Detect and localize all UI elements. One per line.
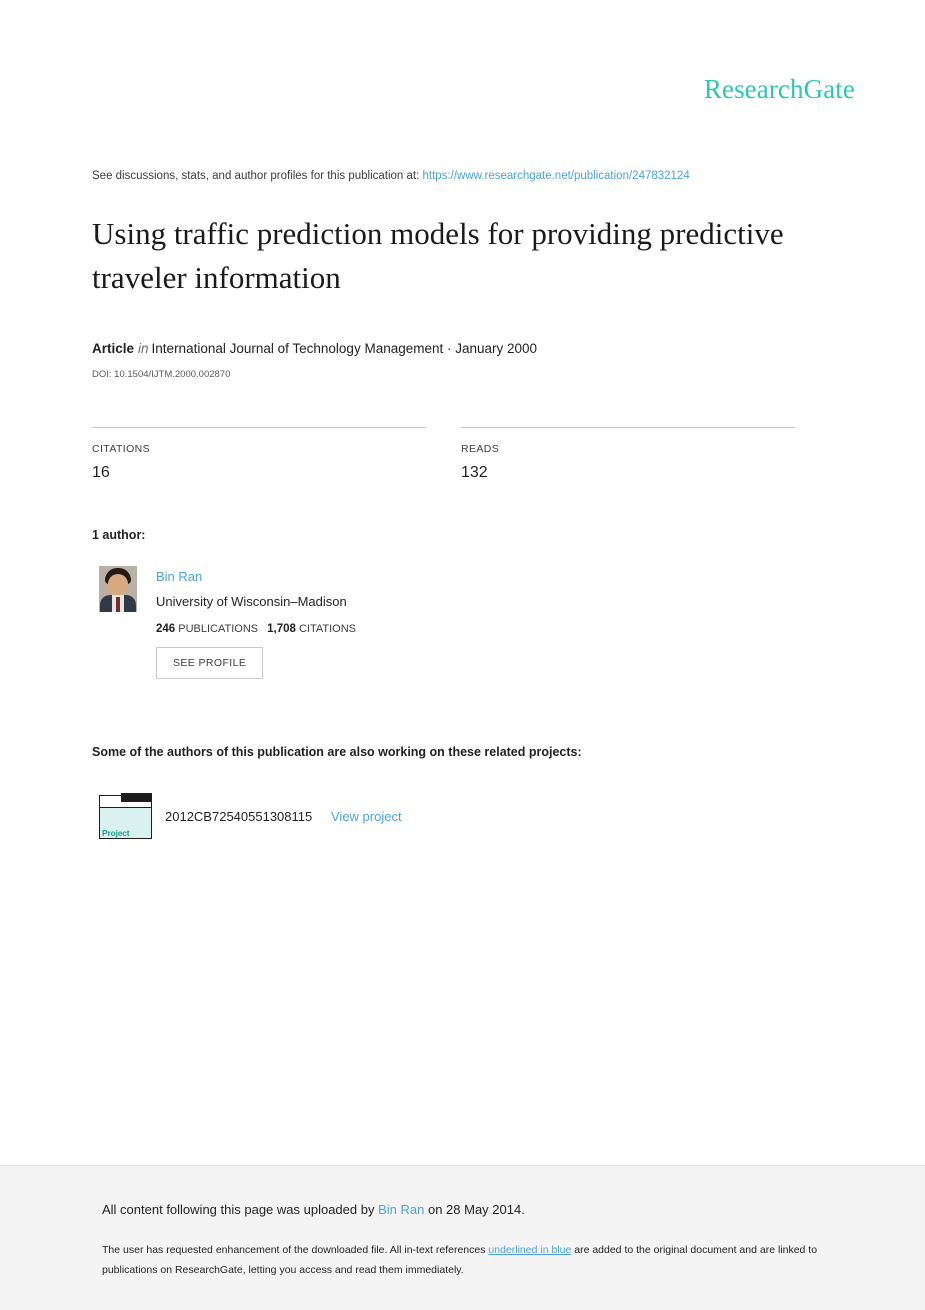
author-publications-label: PUBLICATIONS — [178, 623, 259, 635]
stat-divider — [92, 427, 426, 428]
discussions-text: See discussions, stats, and author profiles for this publication at: — [92, 170, 420, 182]
stat-citations-value: 16 — [92, 464, 110, 481]
folder-tab — [121, 793, 152, 802]
footer-upload-prefix: All content following this page was uploaded by — [102, 1202, 375, 1217]
footer-upload-suffix: on 28 May 2014. — [427, 1202, 525, 1217]
author-affiliation: University of Wisconsin–Madison — [156, 594, 347, 609]
view-project-link[interactable]: View project — [331, 809, 402, 824]
author-stats — [156, 623, 356, 635]
stat-reads-label: READS — [461, 443, 500, 455]
avatar-tie — [116, 597, 120, 612]
page-title: Using traffic prediction models for providing predictive traveler information — [92, 216, 784, 295]
stat-citations-label: CITATIONS — [92, 443, 151, 455]
avatar[interactable] — [99, 566, 137, 612]
projects-heading: Some of the authors of this publication are also working on these related projects: — [92, 745, 582, 759]
footer-upload-line — [102, 1202, 525, 1217]
researchgate-logo: ResearchGate — [703, 74, 855, 104]
see-profile-button[interactable]: SEE PROFILE — [156, 647, 263, 679]
doi-text: DOI: 10.1504/IJTM.2000.002870 — [92, 369, 231, 380]
footer-author-link[interactable]: Bin Ran — [378, 1202, 425, 1217]
author-publications-count: 246 — [156, 623, 176, 635]
footer-note-link[interactable]: underlined in blue — [488, 1244, 572, 1256]
article-venue: International Journal of Technology Management · January 2000 — [151, 341, 538, 356]
folder-label: Project — [102, 828, 130, 838]
stat-citations — [92, 427, 426, 482]
author-name-link[interactable]: Bin Ran — [156, 569, 203, 584]
stat-divider — [461, 427, 795, 428]
authors-heading: 1 author: — [92, 528, 146, 542]
list-item — [99, 793, 799, 839]
folder-icon — [99, 793, 152, 839]
stat-reads — [461, 427, 795, 482]
footer — [0, 1165, 925, 1310]
article-type-label: Article — [92, 341, 135, 356]
project-name: 2012CB72540551308115 — [165, 809, 313, 824]
author-citations-count: 1,708 — [267, 623, 296, 635]
stat-reads-value: 132 — [461, 464, 488, 481]
discussions-line — [92, 170, 690, 182]
article-in-label: in — [138, 341, 149, 356]
article-meta — [92, 341, 537, 356]
author-citations-label: CITATIONS — [298, 623, 357, 635]
avatar-face — [108, 574, 128, 596]
footer-note — [102, 1240, 832, 1280]
footer-note-part1: The user has requested enhancement of the downloaded file. All in-text references — [102, 1244, 489, 1256]
publication-link[interactable]: https://www.researchgate.net/publication/247832124 — [422, 170, 690, 182]
footer-note-part2: are added to the original document and are linked to publications on ResearchGate, letting you access and read them immediately. — [102, 1244, 818, 1276]
